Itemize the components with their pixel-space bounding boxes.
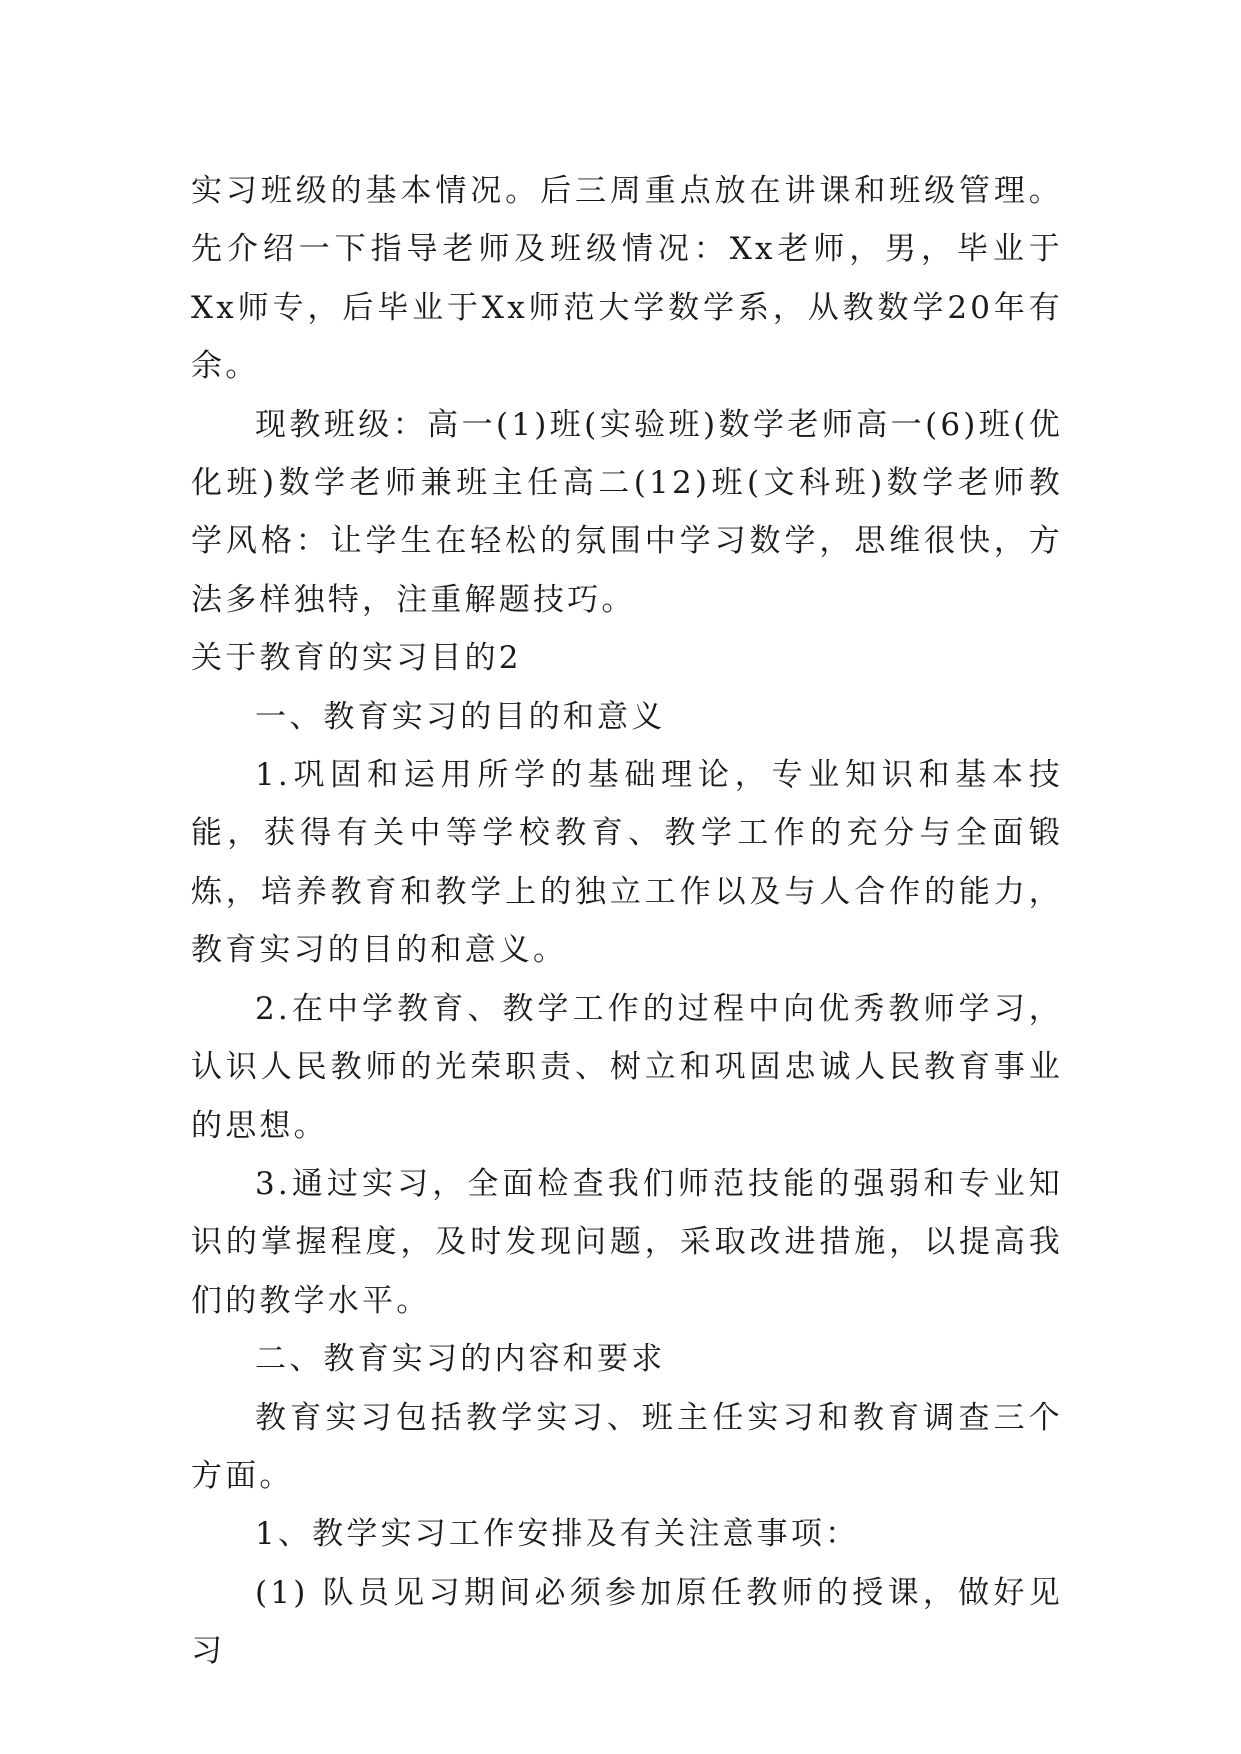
- subheading-teaching-practice: 1、教学实习工作安排及有关注意事项：: [255, 1516, 860, 1553]
- list-item-3: 3.通过实习，全面检查我们师范技能的强弱和专业知识的掌握程度，及时发现问题，采取改进措施，以提高我们的教学水平。: [191, 1165, 1063, 1319]
- paragraph-current-classes: 现教班级：高一(1)班(实验班)数学老师高一(6)班(优化班)数学老师兼班主任高二(12)班(文科班)数学老师教学风格：让学生在轻松的氛围中学习数学，思维很快，方法多样独特，注重解题技巧。: [191, 406, 1063, 618]
- document-body: [191, 162, 1063, 1681]
- heading-purpose: 一、教育实习的目的和意义: [255, 698, 666, 735]
- list-item-observation: (1) 队员见习期间必须参加原任教师的授课，做好见习: [191, 1574, 1063, 1670]
- list-item-1: 1.巩固和运用所学的基础理论，专业知识和基本技能，获得有关中等学校教育、教学工作的充分与全面锻炼，培养教育和教学上的独立工作以及与人合作的能力，教育实习的目的和意义。: [191, 757, 1063, 969]
- paragraph-intro: 实习班级的基本情况。后三周重点放在讲课和班级管理。先介绍一下指导老师及班级情况：Xx老师，男，毕业于Xx师专，后毕业于Xx师范大学数学系，从教数学20年有余。: [191, 173, 1063, 385]
- list-item-2: 2.在中学教育、教学工作的过程中向优秀教师学习，认识人民教师的光荣职责、树立和巩固忠诚人民教育事业的思想。: [191, 990, 1063, 1144]
- heading-content-requirements: 二、教育实习的内容和要求: [255, 1341, 666, 1378]
- paragraph-internship-scope: 教育实习包括教学实习、班主任实习和教育调查三个方面。: [191, 1399, 1063, 1494]
- section-title: 关于教育的实习目的2: [191, 640, 522, 677]
